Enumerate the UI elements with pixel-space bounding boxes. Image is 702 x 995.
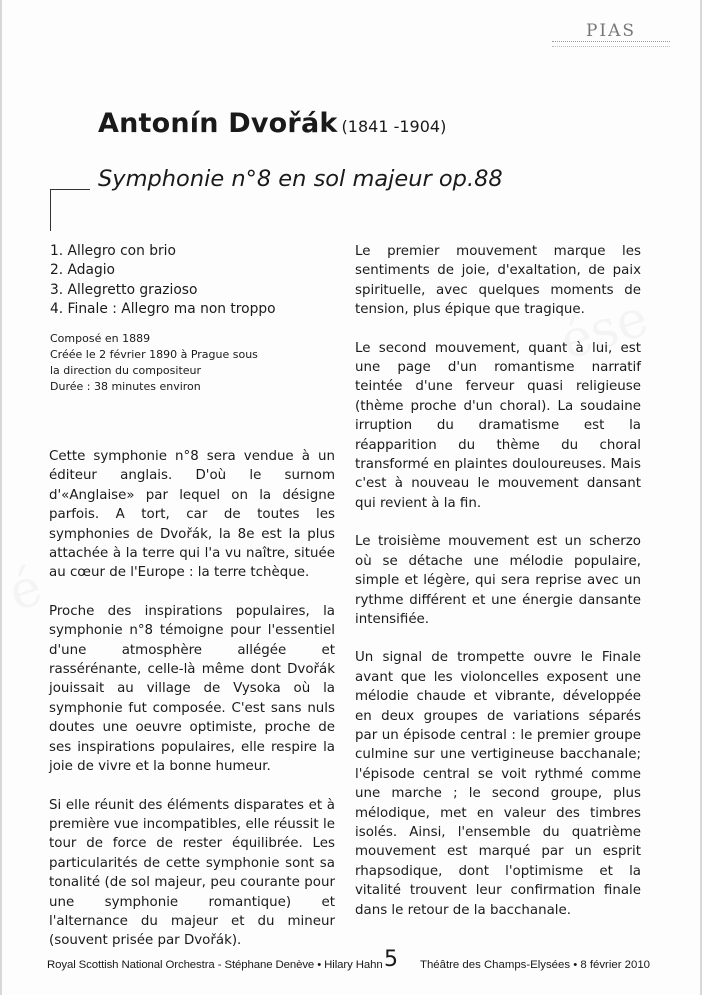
premiere-info: Créée le 2 février 1890 à Prague sous bbox=[50, 348, 258, 361]
paragraph: Proche des inspirations populaires, la symphonie n°8 témoigne pour l'essentiel d'une atmosphère allégée et rassérénante, celle-là même dont Dvořák jouissait au village de Vysoka où la symphonie fut composée. C'est sans nuls doutes une oeuvre optimiste, proche de ses inspirations populaires, elle respire la joie de vivre et la bonne humeur. bbox=[49, 603, 335, 775]
paragraph: Un signal de trompette ouvre le Finale avant que les violoncelles exposent une mélodie chaude et vibrante, développée en deux groupes de variations séparés par un épisode central : le premier groupe culmine sur une vertigineuse bacchanale; l'épisode central se voit rythmé comme une marche ; le second groupe, plus mélodique, met en valeur des timbres isolés. Ainsi, l'ensemble du quatrième mouvement est marqué par un esprit rhapsodique, dont l'optimisme et la vitalité trouvent leur confirmation finale dans le retour de la bacchanale. bbox=[355, 650, 641, 918]
movements-list bbox=[50, 242, 276, 320]
work-title: Symphonie n°8 en sol majeur op.88 bbox=[98, 166, 503, 192]
composer-heading bbox=[98, 108, 446, 139]
footer-venue-date: Théâtre des Champs-Elysées • 8 février 2010 bbox=[420, 959, 651, 971]
movement-item: 2. Adagio bbox=[50, 262, 115, 279]
premiere-info-continued: la direction du compositeur bbox=[50, 364, 202, 377]
paragraph: Si elle réunit des éléments disparates et à première vue incompatibles, elle réussit le tour de force de rester équilibrée. Les particularités de cette symphonie sont sa tonalité (de sol majeur, peu courante pour une symphonie romantique) et l'alternance du majeur et du mineur (souvent prisée par Dvořák). bbox=[49, 797, 335, 949]
page-number: 5 bbox=[384, 947, 398, 972]
right-column bbox=[355, 242, 641, 939]
composition-date: Composé en 1889 bbox=[50, 332, 151, 345]
paragraph: Le second mouvement, quant à lui, est une page d'un romantisme narratif teintée d'une ferveur quasi religieuse (thème proche d'un choral). La soudaine irruption du dramatisme est la réapparition du thème du choral transformé en plaintes douloureuses. Mais c'est à nouveau le mouvement dansant qui revient à la fin. bbox=[355, 340, 641, 511]
footer-performers: Royal Scottish National Orchestra - Stéphane Denève • Hilary Hahn bbox=[47, 959, 383, 971]
movement-item: 3. Allegretto grazioso bbox=[50, 281, 198, 298]
background-watermark bbox=[1, 557, 49, 624]
composer-name: Antonín Dvořák bbox=[98, 108, 338, 139]
movement-item: 4. Finale : Allegro ma non troppo bbox=[50, 301, 276, 318]
publisher-logo bbox=[552, 22, 670, 47]
page-footer bbox=[0, 947, 702, 977]
paragraph: Le premier mouvement marque les sentiments de joie, d'exaltation, de paix spirituelle, avec quelques moments de tension, plus épique que tragique. bbox=[355, 244, 641, 318]
paragraph: Cette symphonie n°8 sera vendue à un éditeur anglais. D'où le surnom d'«Anglaise» par lequel on la désigne parfois. A tort, car de toutes les symphonies de Dvořák, la 8e est la plus attachée à la terre qui l'a vu naître, située au cœur de l'Europe : la terre tchèque. bbox=[49, 449, 335, 581]
left-column bbox=[49, 447, 335, 970]
logo-subline bbox=[552, 41, 670, 47]
paragraph: Le troisième mouvement est un scherzo où se détache une mélodie populaire, simple et légère, qui sera reprise avec un rythme différent et une énergie dansante intensifiée. bbox=[355, 534, 641, 627]
logo-mark: PIAS bbox=[585, 21, 637, 41]
scan-edge-left bbox=[0, 0, 2, 995]
duration: Durée : 38 minutes environ bbox=[50, 380, 201, 393]
composer-dates: (1841 -1904) bbox=[341, 117, 447, 136]
corner-rule-horizontal bbox=[50, 189, 90, 190]
corner-rule-vertical bbox=[50, 189, 51, 231]
movement-item: 1. Allegro con brio bbox=[50, 243, 176, 259]
composition-details bbox=[50, 331, 258, 395]
